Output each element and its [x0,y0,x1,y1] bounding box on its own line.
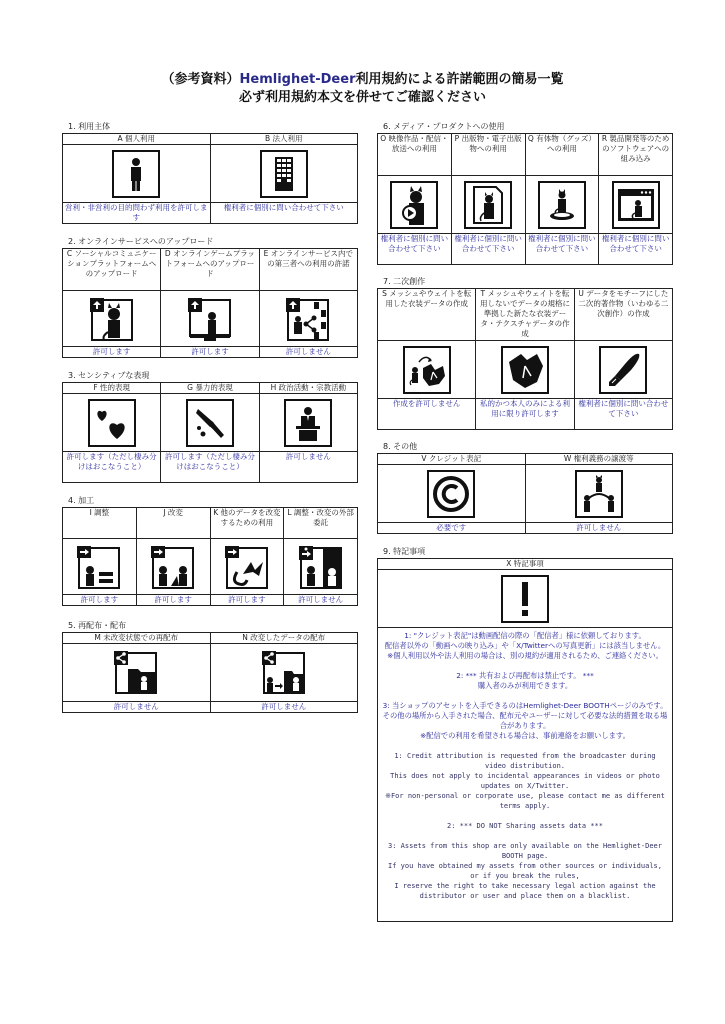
adjust-icon [75,544,123,590]
section-label: 8. その他 [383,442,418,451]
header-D: D オンラインゲームプラットフォームへのアップロード [161,249,259,291]
modify-icon [149,544,197,590]
processing-table [62,507,358,606]
section-label: 6. メディア・プロダクトへの使用 [383,122,505,131]
modify-other-icon [223,544,271,590]
result-K: 許可します [210,595,284,606]
section-processing [62,495,358,606]
costume-transfer-icon [403,346,451,394]
header-P: P 出版物・電子出版物への利用 [451,134,525,176]
header-O: O 映像作品・配信・放送への利用 [378,134,452,176]
header-X: X 特記事項 [378,559,673,570]
figure-icon [538,181,586,229]
section-online-upload [62,236,358,358]
header-Q: Q 有体物（グッズ）への利用 [525,134,599,176]
header-R: R 製品開発等のためのソフトウェアへの組み込み [599,134,673,176]
special-notes-body [378,628,673,922]
title-suffix: 利用規約による許諾範囲の簡易一覧 [355,72,564,87]
note-en-6: If you have obtained my assets from other sources or individuals, or if you break the rules, [388,862,662,880]
other-table [377,453,673,534]
section-derivative [377,276,673,430]
outsource-icon [297,544,345,590]
online-upload-table [62,248,358,358]
result-O: 権利者に個別に問い合わせて下さい [378,234,452,265]
person-icon [112,150,160,198]
result-E: 許可しません [259,347,357,358]
section-label: 1. 利用主体 [68,122,111,131]
header-A: A 個人利用 [63,134,211,145]
upload-share-icon [284,296,332,342]
result-V: 必要です [378,523,526,534]
result-R: 権利者に個別に問い合わせて下さい [599,234,673,265]
distribute-modified-icon [260,649,308,697]
header-N: N 改変したデータの配布 [210,633,358,644]
video-icon [390,181,438,229]
page-title [0,68,725,87]
result-A: 営利・非営利の目的問わず利用を許可します [63,203,211,224]
result-I: 許可します [63,595,137,606]
result-U: 権利者に個別に問い合わせて下さい [574,399,672,430]
note-jp-2: 配信者以外の「動画への映り込み」や「X/Twitterへの写真更新」には該当しません。 [384,641,666,650]
section-other [377,441,673,534]
result-G: 許可します（ただし棲み分けはおこなうこと） [161,452,259,483]
header-W: W 権利義務の譲渡等 [525,454,673,465]
section-label: 9. 特記事項 [383,547,426,556]
exclamation-icon [501,575,549,623]
transfer-icon [575,470,623,518]
section-media-product [377,121,673,265]
publication-icon [464,181,512,229]
note-en-2: This does not apply to incidental appearances in videos or photo updates on X/Twitter. [390,772,660,790]
costume-icon [501,346,549,394]
result-S: 作成を許可しません [378,399,476,430]
result-J: 許可します [136,595,210,606]
section-redistribution [62,620,358,713]
page-subtitle: 必ず利用規約本文を併せてご確認ください [238,90,486,105]
note-en-7: I reserve the right to take necessary legal action against the distributor or user and place them on a blacklist. [394,882,656,900]
result-D: 許可します [161,347,259,358]
header-V: V クレジット表記 [378,454,526,465]
section-label: 4. 加工 [68,496,95,505]
header-C: C ソーシャルコミュニケーションプラットフォームへのアップロード [63,249,161,291]
upload-avatar-icon [88,296,136,342]
header-E: E オンラインサービス内での第三者への利用の許諾 [259,249,357,291]
pen-icon [599,346,647,394]
title-brand: Hemlighet-Deer [239,72,356,87]
result-T: 私的かつ本人のみによる利用に限り許可します [476,399,574,430]
header-T: T メッシュやウェイトを転用しないでデータの規格に準拠した新たな衣装データ・テクスチャデータの作成 [476,289,574,341]
usage-subject-table [62,133,358,224]
section-label: 7. 二次創作 [383,277,426,286]
sensitive-table [62,382,358,483]
note-jp-5: 購入者のみが利用できます。 [477,681,573,690]
result-F: 許可します（ただし棲み分けはおこなうこと） [63,452,161,483]
result-Q: 権利者に個別に問い合わせて下さい [525,234,599,265]
result-P: 権利者に個別に問い合わせて下さい [451,234,525,265]
header-I: I 調整 [63,508,137,539]
header-H: H 政治活動・宗教活動 [259,383,357,394]
result-B: 権利者に個別に問い合わせて下さい [210,203,358,224]
hearts-icon [88,399,136,447]
header-J: J 改変 [136,508,210,539]
result-M: 許可しません [63,702,211,713]
note-en-1: 1: Credit attribution is requested from the broadcaster during video distribution. [394,752,656,770]
note-en-4: 2: *** DO NOT Sharing assets data *** [447,822,603,830]
header-L: L 調整・改変の外部委託 [284,508,358,539]
note-en-5: 3: Assets from this shop are only available on the Hemlighet-Deer BOOTH page. [388,842,662,860]
result-C: 許可します [63,347,161,358]
podium-icon [284,399,332,447]
result-L: 許可しません [284,595,358,606]
note-jp-6: 3: 当ショップのアセットを入手できるのはHemlighet-Deer BOOTHページのみです。その他の場所から入手された場合、配布元やユーザーに対して必要な法的措置を取る場合があります。 [382,701,668,730]
result-W: 許可しません [525,523,673,534]
header-U: U データをモチーフにした二次的著作物（いわゆる二次創作）の作成 [574,289,672,341]
section-usage-subject [62,121,358,224]
result-N: 許可しません [210,702,358,713]
upload-game-icon [186,296,234,342]
media-product-table [377,133,673,265]
header-F: F 性的表現 [63,383,161,394]
note-jp-1: 1: "クレジット表記"は動画配信の際の「配信者」様に依頼しております。 [404,631,646,640]
redistribution-table [62,632,358,713]
knife-icon [186,399,234,447]
note-jp-7: ※配信での利用を希望される場合は、事前連絡をお願いします。 [420,731,630,740]
software-icon [612,181,660,229]
special-notes-table [377,558,673,922]
section-label: 2. オンラインサービスへのアップロード [68,237,214,246]
result-H: 許可しません [259,452,357,483]
header-S: S メッシュやウェイトを転用した衣装データの作成 [378,289,476,341]
note-en-3: ※For non-personal or corporate use, please contact me as different terms apply. [385,792,665,810]
header-M: M 未改変状態での再配布 [63,633,211,644]
section-label: 5. 再配布・配布 [68,621,127,630]
redistribute-icon [112,649,160,697]
copyright-icon [427,470,475,518]
title-prefix: （参考資料） [161,72,240,87]
header-B: B 法人利用 [210,134,358,145]
note-jp-3: ※個人利用以外や法人利用の場合は、別の規約が適用されるため、ご連絡ください。 [387,651,663,660]
building-icon [260,150,308,198]
header-G: G 暴力的表現 [161,383,259,394]
header-K: K 他のデータを改変するための利用 [210,508,284,539]
section-label: 3. センシティブな表現 [68,371,150,380]
derivative-table [377,288,673,430]
note-jp-4: 2: *** 共有および再配布は禁止です。 *** [456,671,594,680]
section-sensitive [62,370,358,483]
section-special-notes [377,546,673,922]
